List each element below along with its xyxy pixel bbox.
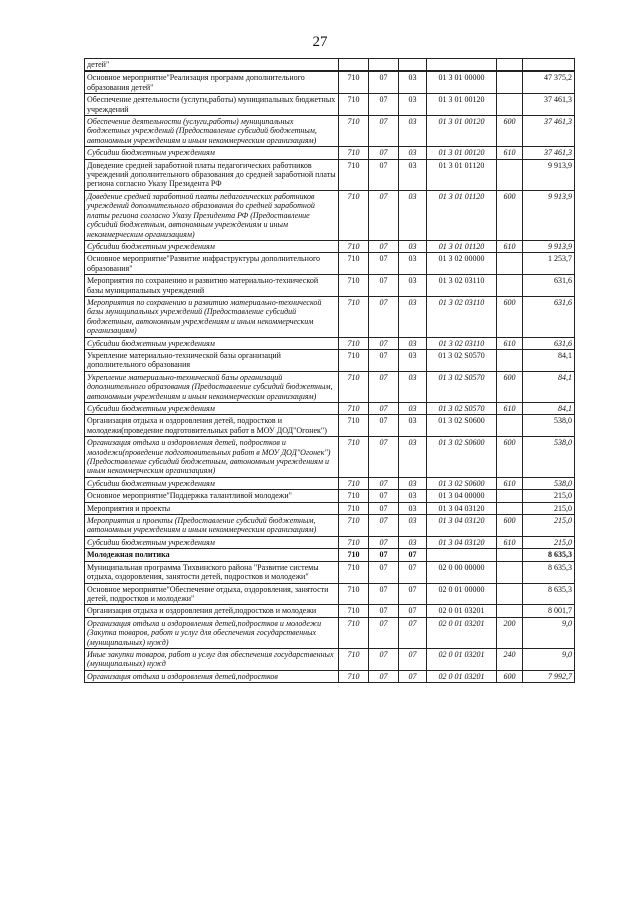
- row-csr: 01 3 02 03110: [427, 296, 497, 337]
- row-vid: 710: [339, 549, 369, 561]
- row-csr: 01 3 02 03110: [427, 337, 497, 349]
- row-rz: 07: [369, 437, 399, 478]
- table-row: [85, 147, 575, 159]
- row-vid: 710: [339, 502, 369, 514]
- row-sum: 215,0: [523, 490, 575, 502]
- row-rz: 07: [369, 371, 399, 402]
- row-sum: 8 635,3: [523, 561, 575, 583]
- row-vr: [497, 415, 523, 437]
- row-vr: [497, 275, 523, 297]
- row-vr: [497, 349, 523, 371]
- row-sum: 37 461,3: [523, 116, 575, 147]
- row-name: Основное мероприятие"Развитие инфраструктуры дополнительного образования": [85, 253, 339, 275]
- row-rz: 07: [369, 490, 399, 502]
- row-name: Иные закупки товаров, работ и услуг для обеспечения государственных (муниципальных) нужд: [85, 648, 339, 670]
- table-row: [85, 403, 575, 415]
- row-csr: [427, 59, 497, 72]
- row-vr: 600: [497, 670, 523, 682]
- row-rz: 07: [369, 670, 399, 682]
- table-row: [85, 515, 575, 537]
- row-name: Мероприятия и проекты: [85, 502, 339, 514]
- row-pr: 03: [399, 71, 427, 93]
- table-row: [85, 296, 575, 337]
- row-pr: 03: [399, 415, 427, 437]
- row-name: Субсидии бюджетным учреждениям: [85, 477, 339, 489]
- row-rz: 07: [369, 648, 399, 670]
- row-sum: 215,0: [523, 536, 575, 548]
- row-pr: 03: [399, 349, 427, 371]
- table-row: [85, 605, 575, 617]
- row-vid: 710: [339, 670, 369, 682]
- row-csr: 01 3 02 03110: [427, 275, 497, 297]
- row-csr: 01 3 02 00000: [427, 253, 497, 275]
- row-vr: [497, 605, 523, 617]
- row-vid: 710: [339, 648, 369, 670]
- row-name: Мероприятия и проекты (Предоставление субсидий бюджетным, автономным учреждениям и иным некоммерческим организациям): [85, 515, 339, 537]
- row-vr: 600: [497, 515, 523, 537]
- row-vr: 610: [497, 337, 523, 349]
- row-vr: [497, 59, 523, 72]
- table-row: [85, 437, 575, 478]
- row-rz: 07: [369, 415, 399, 437]
- row-pr: 07: [399, 617, 427, 648]
- row-vr: 610: [497, 240, 523, 252]
- row-rz: 07: [369, 159, 399, 190]
- row-name: детей": [85, 59, 339, 72]
- row-name: Субсидии бюджетным учреждениям: [85, 337, 339, 349]
- row-name: Основное мероприятие"Поддержка талантливой молодежи": [85, 490, 339, 502]
- table-row: [85, 337, 575, 349]
- row-vr: [497, 490, 523, 502]
- row-sum: 9 913,9: [523, 240, 575, 252]
- row-vid: 710: [339, 437, 369, 478]
- row-csr: 01 3 01 00120: [427, 116, 497, 147]
- row-csr: 01 3 02 S0600: [427, 477, 497, 489]
- row-sum: 9,0: [523, 648, 575, 670]
- row-vr: [497, 253, 523, 275]
- row-pr: 03: [399, 159, 427, 190]
- row-csr: 01 3 04 00000: [427, 490, 497, 502]
- row-sum: 37 461,3: [523, 94, 575, 116]
- row-rz: 07: [369, 275, 399, 297]
- row-name: Организация отдыха и оздоровления детей, подростков и молодежи(проведение подготовительных работ в МОУ ДОД"Огонек") (Предоставление субсидий бюджетным, автономным учреждениям и иным некоммерческим организациям): [85, 437, 339, 478]
- row-vid: 710: [339, 617, 369, 648]
- row-pr: 03: [399, 536, 427, 548]
- row-rz: 07: [369, 617, 399, 648]
- row-pr: 03: [399, 253, 427, 275]
- row-vid: 710: [339, 253, 369, 275]
- row-sum: 47 375,2: [523, 71, 575, 93]
- row-vid: 710: [339, 337, 369, 349]
- table-row: [85, 648, 575, 670]
- row-vid: 710: [339, 605, 369, 617]
- row-sum: 631,6: [523, 337, 575, 349]
- row-csr: 01 3 01 00120: [427, 94, 497, 116]
- row-csr: 01 3 02 S0600: [427, 437, 497, 478]
- row-csr: [427, 549, 497, 561]
- row-name: Муниципальная программа Тихвинского района "Развитие системы отдыха, оздоровления, занятости детей, подростков и молодежи": [85, 561, 339, 583]
- row-vid: 710: [339, 490, 369, 502]
- row-pr: 03: [399, 94, 427, 116]
- table-row: [85, 349, 575, 371]
- table-row: [85, 490, 575, 502]
- row-pr: 03: [399, 477, 427, 489]
- row-pr: 03: [399, 490, 427, 502]
- row-vid: 710: [339, 515, 369, 537]
- row-vr: 200: [497, 617, 523, 648]
- row-rz: 07: [369, 515, 399, 537]
- row-vr: 600: [497, 190, 523, 240]
- row-vr: 600: [497, 116, 523, 147]
- row-name: Укрепление материально-технической базы организаций дополнительного образования: [85, 349, 339, 371]
- row-pr: 07: [399, 561, 427, 583]
- row-csr: 01 3 01 01120: [427, 190, 497, 240]
- table-row: [85, 253, 575, 275]
- row-vr: 240: [497, 648, 523, 670]
- row-rz: 07: [369, 502, 399, 514]
- row-csr: 02 0 01 00000: [427, 583, 497, 605]
- row-csr: 01 3 01 00120: [427, 147, 497, 159]
- row-rz: 07: [369, 561, 399, 583]
- row-rz: 07: [369, 549, 399, 561]
- row-vr: 600: [497, 371, 523, 402]
- row-pr: 03: [399, 502, 427, 514]
- table-row: [85, 71, 575, 93]
- row-name: Доведение средней заработной платы педагогических работников учреждений дополнительного образования до средней заработной платы региона согласно Указу Президента РФ (Предоставление субсидий бюджетным, автономным учреждениям и иным некоммерческим организациям): [85, 190, 339, 240]
- row-sum: 538,0: [523, 477, 575, 489]
- row-csr: 01 3 01 01120: [427, 159, 497, 190]
- row-sum: 84,1: [523, 349, 575, 371]
- row-pr: 03: [399, 147, 427, 159]
- row-vid: 710: [339, 477, 369, 489]
- row-sum: [523, 59, 575, 72]
- row-pr: 07: [399, 549, 427, 561]
- row-rz: 07: [369, 253, 399, 275]
- row-name: Субсидии бюджетным учреждениям: [85, 240, 339, 252]
- table-row: [85, 159, 575, 190]
- row-sum: 9 913,9: [523, 190, 575, 240]
- row-rz: 07: [369, 605, 399, 617]
- row-rz: 07: [369, 583, 399, 605]
- row-pr: 07: [399, 583, 427, 605]
- row-sum: 215,0: [523, 502, 575, 514]
- row-vid: 710: [339, 349, 369, 371]
- row-vid: 710: [339, 240, 369, 252]
- row-vr: 600: [497, 296, 523, 337]
- row-name: Доведение средней заработной платы педагогических работников учреждений дополнительного образования до средней заработной платы региона согласно Указу Президента РФ: [85, 159, 339, 190]
- row-rz: 07: [369, 71, 399, 93]
- row-sum: 7 992,7: [523, 670, 575, 682]
- row-sum: 9,0: [523, 617, 575, 648]
- row-sum: 1 253,7: [523, 253, 575, 275]
- row-name: Организация отдыха и оздоровления детей,подростков и молодежи (Закупка товаров, работ и услуг для обеспечения государственных (муниципальных) нужд): [85, 617, 339, 648]
- row-pr: 03: [399, 515, 427, 537]
- row-sum: 631,6: [523, 296, 575, 337]
- row-sum: 538,0: [523, 415, 575, 437]
- row-sum: 631,6: [523, 275, 575, 297]
- row-rz: [369, 59, 399, 72]
- table-row: [85, 116, 575, 147]
- row-csr: 01 3 02 S0570: [427, 403, 497, 415]
- row-csr: 01 3 01 00000: [427, 71, 497, 93]
- row-vr: [497, 94, 523, 116]
- row-vid: 710: [339, 159, 369, 190]
- row-vr: [497, 159, 523, 190]
- row-pr: 03: [399, 337, 427, 349]
- row-rz: 07: [369, 116, 399, 147]
- table-row: [85, 190, 575, 240]
- row-csr: 02 0 01 03201: [427, 617, 497, 648]
- row-rz: 07: [369, 477, 399, 489]
- row-csr: 01 3 04 03120: [427, 502, 497, 514]
- row-csr: 02 0 01 03201: [427, 648, 497, 670]
- row-csr: 01 3 02 S0570: [427, 371, 497, 402]
- row-csr: 01 3 04 03120: [427, 515, 497, 537]
- row-name: Субсидии бюджетным учреждениям: [85, 536, 339, 548]
- row-pr: 03: [399, 190, 427, 240]
- row-pr: 03: [399, 403, 427, 415]
- row-vid: 710: [339, 71, 369, 93]
- row-vid: 710: [339, 147, 369, 159]
- row-name: Мероприятия по сохранению и развитию материально-технической базы муниципальных учреждений: [85, 275, 339, 297]
- page-number: 27: [312, 34, 328, 50]
- row-pr: [399, 59, 427, 72]
- row-name: Субсидии бюджетным учреждениям: [85, 147, 339, 159]
- row-sum: 8 635,3: [523, 549, 575, 561]
- row-vr: [497, 71, 523, 93]
- row-csr: 01 3 02 S0570: [427, 349, 497, 371]
- row-vr: 610: [497, 536, 523, 548]
- row-name: Укрепление материально-технической базы организаций дополнительного образования (Предоставление субсидий бюджетным, автономным учреждениям и иным некоммерческим организациям): [85, 371, 339, 402]
- row-sum: 215,0: [523, 515, 575, 537]
- row-name: Организация отдыха и оздоровления детей, подростков и молодежи(проведение подготовительных работ в МОУ ДОД"Огонек"): [85, 415, 339, 437]
- row-name: Основное мероприятие"Обеспечение отдыха, оздоровления, занятости детей, подростков и молодежи": [85, 583, 339, 605]
- row-vid: 710: [339, 583, 369, 605]
- row-vid: 710: [339, 403, 369, 415]
- row-name: Основное мероприятие"Реализация программ дополнительного образования детей": [85, 71, 339, 93]
- row-pr: 03: [399, 437, 427, 478]
- row-pr: 03: [399, 296, 427, 337]
- table-row: [85, 415, 575, 437]
- row-vr: [497, 502, 523, 514]
- row-csr: 02 0 01 03201: [427, 605, 497, 617]
- budget-table-body: [85, 59, 575, 683]
- row-pr: 03: [399, 275, 427, 297]
- row-name: Мероприятия по сохранению и развитию материально-технической базы муниципальных учреждений (Предоставление субсидий бюджетным, автономным учреждениям и иным некоммерческим организациям): [85, 296, 339, 337]
- row-vr: 610: [497, 147, 523, 159]
- row-sum: 9 913,9: [523, 159, 575, 190]
- row-vid: 710: [339, 561, 369, 583]
- row-csr: 01 3 04 03120: [427, 536, 497, 548]
- row-pr: 03: [399, 371, 427, 402]
- row-csr: 01 3 02 S0600: [427, 415, 497, 437]
- table-row: [85, 477, 575, 489]
- table-row: [85, 670, 575, 682]
- row-vid: 710: [339, 275, 369, 297]
- row-name: Субсидии бюджетным учреждениям: [85, 403, 339, 415]
- row-pr: 07: [399, 670, 427, 682]
- table-row: [85, 94, 575, 116]
- row-vid: [339, 59, 369, 72]
- row-sum: 84,1: [523, 403, 575, 415]
- table-row: [85, 536, 575, 548]
- row-name: Организация отдыха и оздоровления детей,подростков: [85, 670, 339, 682]
- table-row: [85, 549, 575, 561]
- row-sum: 84,1: [523, 371, 575, 402]
- row-pr: 03: [399, 240, 427, 252]
- row-pr: 07: [399, 605, 427, 617]
- table-row: [85, 502, 575, 514]
- row-rz: 07: [369, 536, 399, 548]
- row-name: Молодежная политика: [85, 549, 339, 561]
- row-rz: 07: [369, 190, 399, 240]
- row-vid: 710: [339, 536, 369, 548]
- row-vid: 710: [339, 296, 369, 337]
- row-vid: 710: [339, 190, 369, 240]
- row-csr: 02 0 01 03201: [427, 670, 497, 682]
- table-row: [85, 583, 575, 605]
- row-vr: [497, 549, 523, 561]
- row-rz: 07: [369, 403, 399, 415]
- table-row: [85, 275, 575, 297]
- row-vr: 610: [497, 477, 523, 489]
- table-row: [85, 240, 575, 252]
- row-pr: 07: [399, 648, 427, 670]
- table-row: [85, 59, 575, 72]
- row-name: Организация отдыха и оздоровления детей,подростков и молодежи: [85, 605, 339, 617]
- row-sum: 8 635,3: [523, 583, 575, 605]
- row-rz: 07: [369, 147, 399, 159]
- row-vid: 710: [339, 415, 369, 437]
- row-sum: 37 461,3: [523, 147, 575, 159]
- table-row: [85, 617, 575, 648]
- row-rz: 07: [369, 240, 399, 252]
- budget-table: [84, 58, 575, 683]
- row-csr: 01 3 01 01120: [427, 240, 497, 252]
- table-row: [85, 371, 575, 402]
- row-csr: 02 0 00 00000: [427, 561, 497, 583]
- row-vr: [497, 561, 523, 583]
- row-vr: [497, 583, 523, 605]
- row-rz: 07: [369, 94, 399, 116]
- row-name: Обеспечение деятельности (услуги,работы) муниципальных бюджетных учреждений (Предоставление субсидий бюджетным, автономным учреждениям и иным некоммерческим организациям): [85, 116, 339, 147]
- row-rz: 07: [369, 349, 399, 371]
- row-sum: 538,0: [523, 437, 575, 478]
- row-vid: 710: [339, 94, 369, 116]
- row-vr: 610: [497, 403, 523, 415]
- row-name: Обеспечение деятельности (услуги,работы) муниципальных бюджетных учреждений: [85, 94, 339, 116]
- row-rz: 07: [369, 296, 399, 337]
- row-rz: 07: [369, 337, 399, 349]
- row-vid: 710: [339, 371, 369, 402]
- row-sum: 8 001,7: [523, 605, 575, 617]
- row-vr: 600: [497, 437, 523, 478]
- row-vid: 710: [339, 116, 369, 147]
- table-row: [85, 561, 575, 583]
- row-pr: 03: [399, 116, 427, 147]
